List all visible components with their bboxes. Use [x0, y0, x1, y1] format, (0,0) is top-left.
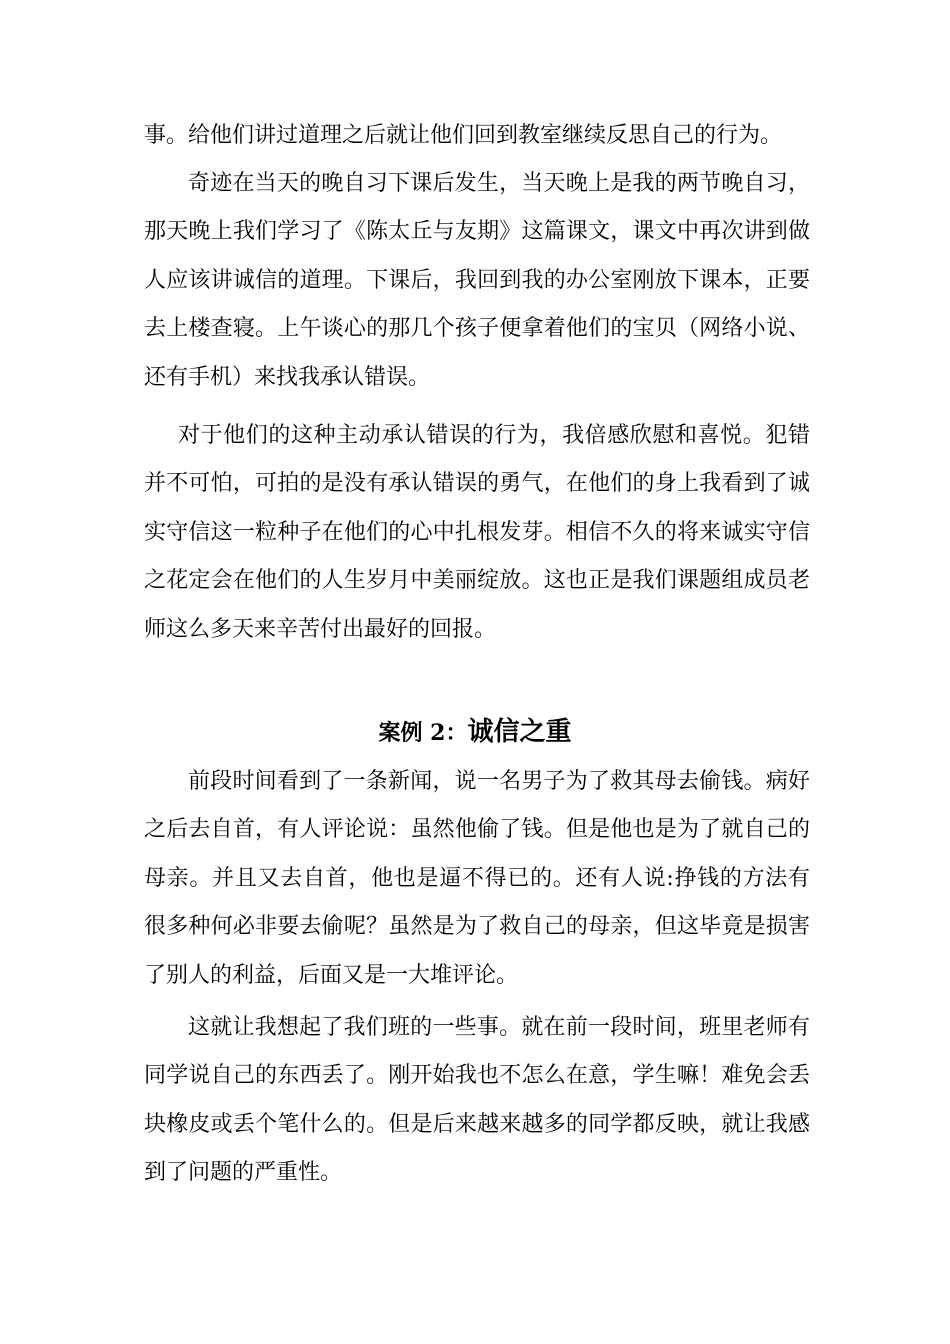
paragraph-miracle: 奇迹在当天的晚自习下课后发生，当天晚上是我的两节晚自习，那天晚上我们学习了《陈太丘与友期》这篇课文，课文中再次讲到做人应该讲诚信的道理。下课后，我回到我的办公室刚放下课本，正要去上楼查寝。上午谈心的那几个孩子便拿着他们的宝贝（网络小说、还有手机）来找我承认错误。 [144, 171, 810, 390]
paragraph-class-story: 这就让我想起了我们班的一些事。就在前一段时间，班里老师有同学说自己的东西丢了。刚开始我也不怎么在意，学生嘛！难免会丢块橡皮或丢个笔什么的。但是后来越来越多的同学都反映，就让我感到了问题的严重性。 [144, 1015, 810, 1186]
case-heading-label: 案例 2： [378, 720, 468, 746]
case-heading-title: 诚信之重 [467, 717, 572, 747]
paragraph-news: 前段时间看到了一条新闻，说一名男子为了救其母去偷钱。病好之后去自首，有人评论说：虽然他偷了钱。但是他也是为了就自己的母亲。并且又去自首，他也是逼不得已的。还有人说:挣钱的方法有很多种何必非要去偷呢？虽然是为了救自己的母亲，但这毕竟是损害了别人的利益，后面又是一大堆评论。 [144, 769, 810, 988]
paragraph-continuation: 事。给他们讲过道理之后就让他们回到教室继续反思自己的行为。 [144, 123, 783, 148]
paragraph-reflection: 对于他们的这种主动承认错误的行为，我倍感欣慰和喜悦。犯错并不可怕，可拍的是没有承认错误的勇气，在他们的身上我看到了诚实守信这一粒种子在他们的心中扎根发芽。相信不久的将来诚实守信之花定会在他们的人生岁月中美丽绽放。这也正是我们课题组成员老师这么多天来辛苦付出最好的回报。 [144, 423, 810, 642]
case-heading [0, 712, 950, 753]
